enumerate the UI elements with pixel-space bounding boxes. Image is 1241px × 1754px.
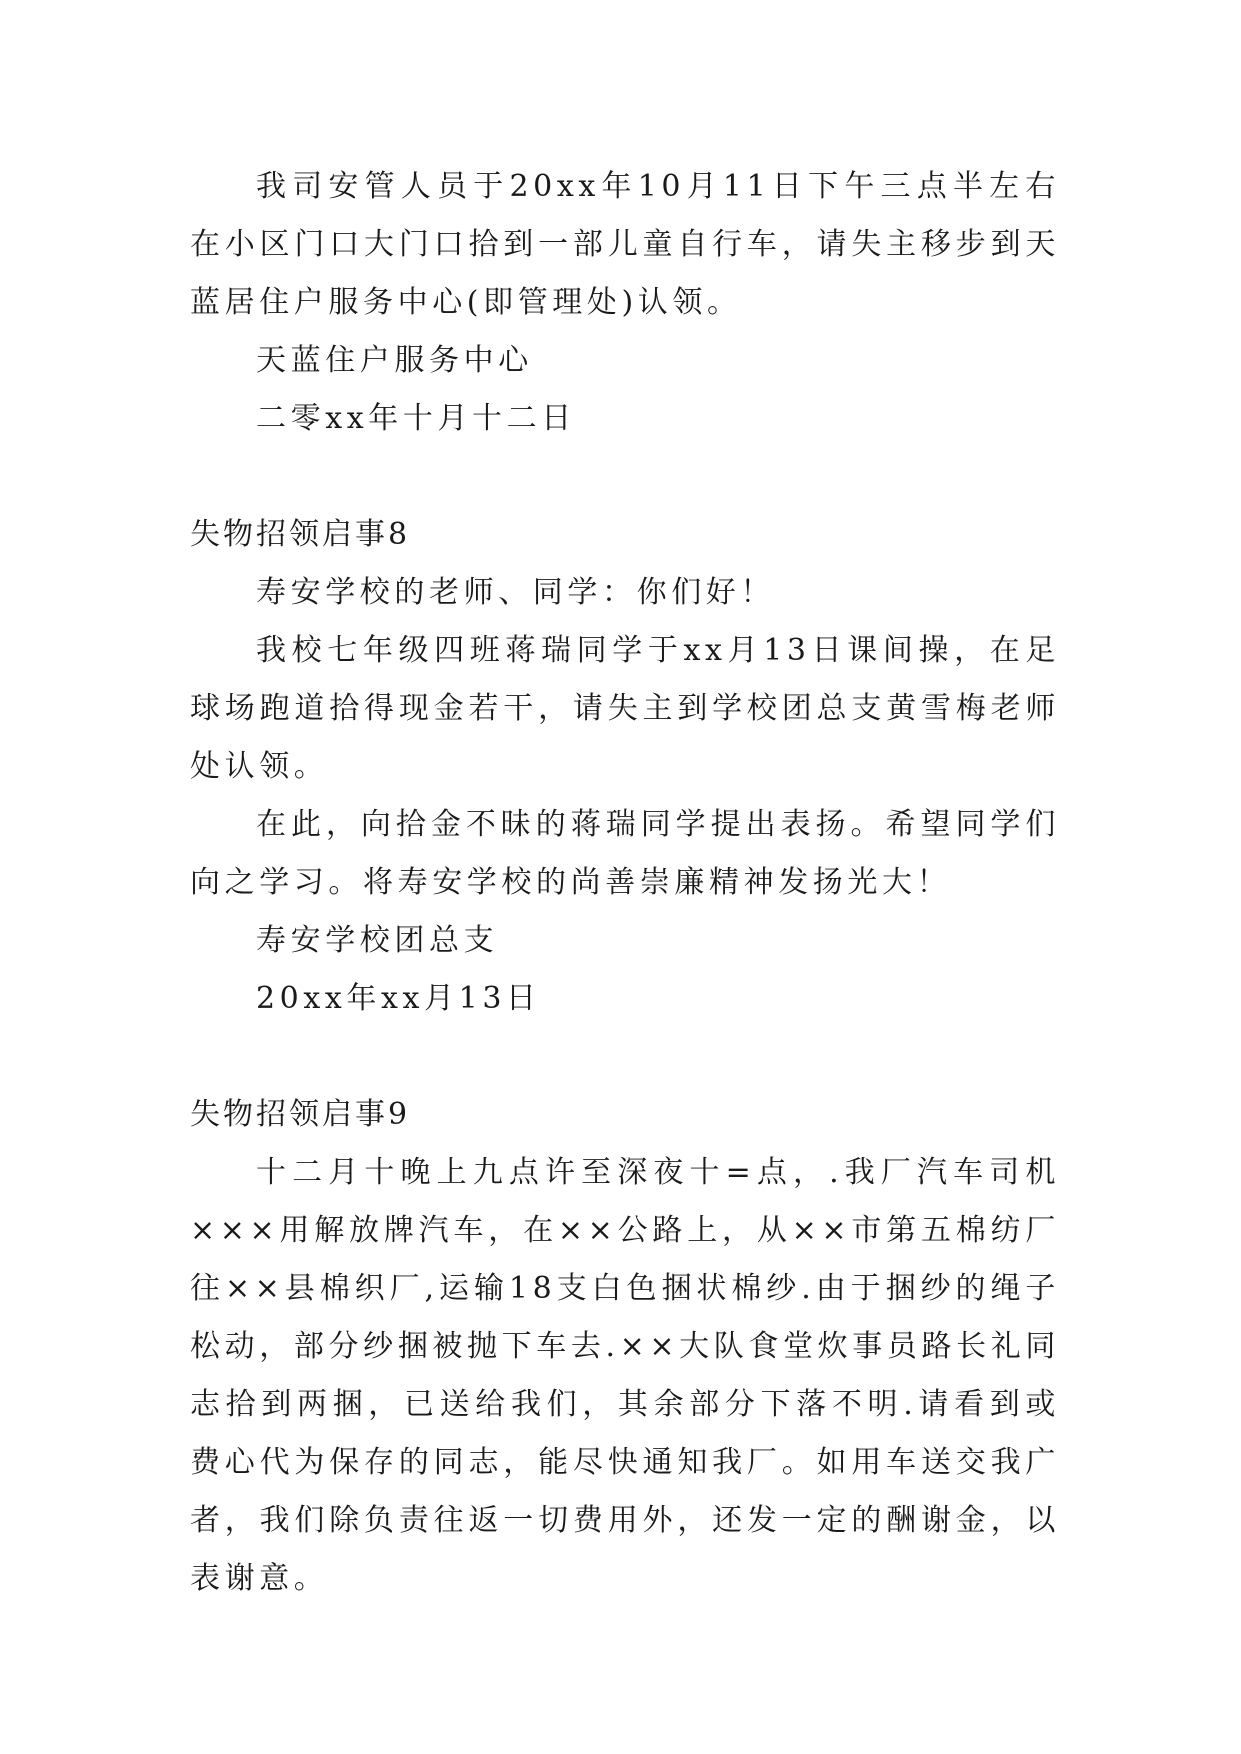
notice-9-body: 十二月十晚上九点许至深夜十=点，.我厂汽车司机×××用解放牌汽车，在××公路上，从××市第五棉纺厂往××县棉织厂,运输18支白色捆状棉纱.由于捆纱的绳子松动，部分纱捆被抛下车去.××大队食堂炊事员路长礼同志拾到两捆，已送给我们，其余部分下落不明.请看到或费心代为保存的同志，能尽快通知我厂。如用车送交我广者，我们除负责往返一切费用外，还发一定的酬谢金，以表谢意。: [190, 1155, 1060, 1596]
notice-7-body: 我司安管人员于20xx年10月11日下午三点半左右在小区门口大门口拾到一部儿童自行车，请失主移步到天蓝居住户服务中心(即管理处)认领。: [190, 169, 1060, 320]
document-page: [190, 158, 1060, 1608]
notice-7-date: 二零xx年十月十二日: [256, 401, 576, 436]
notice-8-body-1: 我校七年级四班蒋瑞同学于xx月13日课间操，在足球场跑道拾得现金若干，请失主到学校团总支黄雪梅老师处认领。: [190, 633, 1060, 784]
notice-8-date: 20xx年xx月13日: [256, 981, 541, 1016]
notice-8-body-2: 在此，向拾金不昧的蒋瑞同学提出表扬。希望同学们向之学习。将寿安学校的尚善崇廉精神发扬光大！: [190, 807, 1060, 900]
notice-7-signature: 天蓝住户服务中心: [256, 343, 533, 378]
notice-8-signature: 寿安学校团总支: [256, 923, 499, 958]
notice-9-title: 失物招领启事9: [190, 1097, 411, 1132]
notice-8-greeting: 寿安学校的老师、同学：你们好！: [256, 575, 775, 610]
section-gap: [190, 1028, 1060, 1086]
notice-8-title: 失物招领启事8: [190, 517, 411, 552]
section-gap: [190, 448, 1060, 506]
